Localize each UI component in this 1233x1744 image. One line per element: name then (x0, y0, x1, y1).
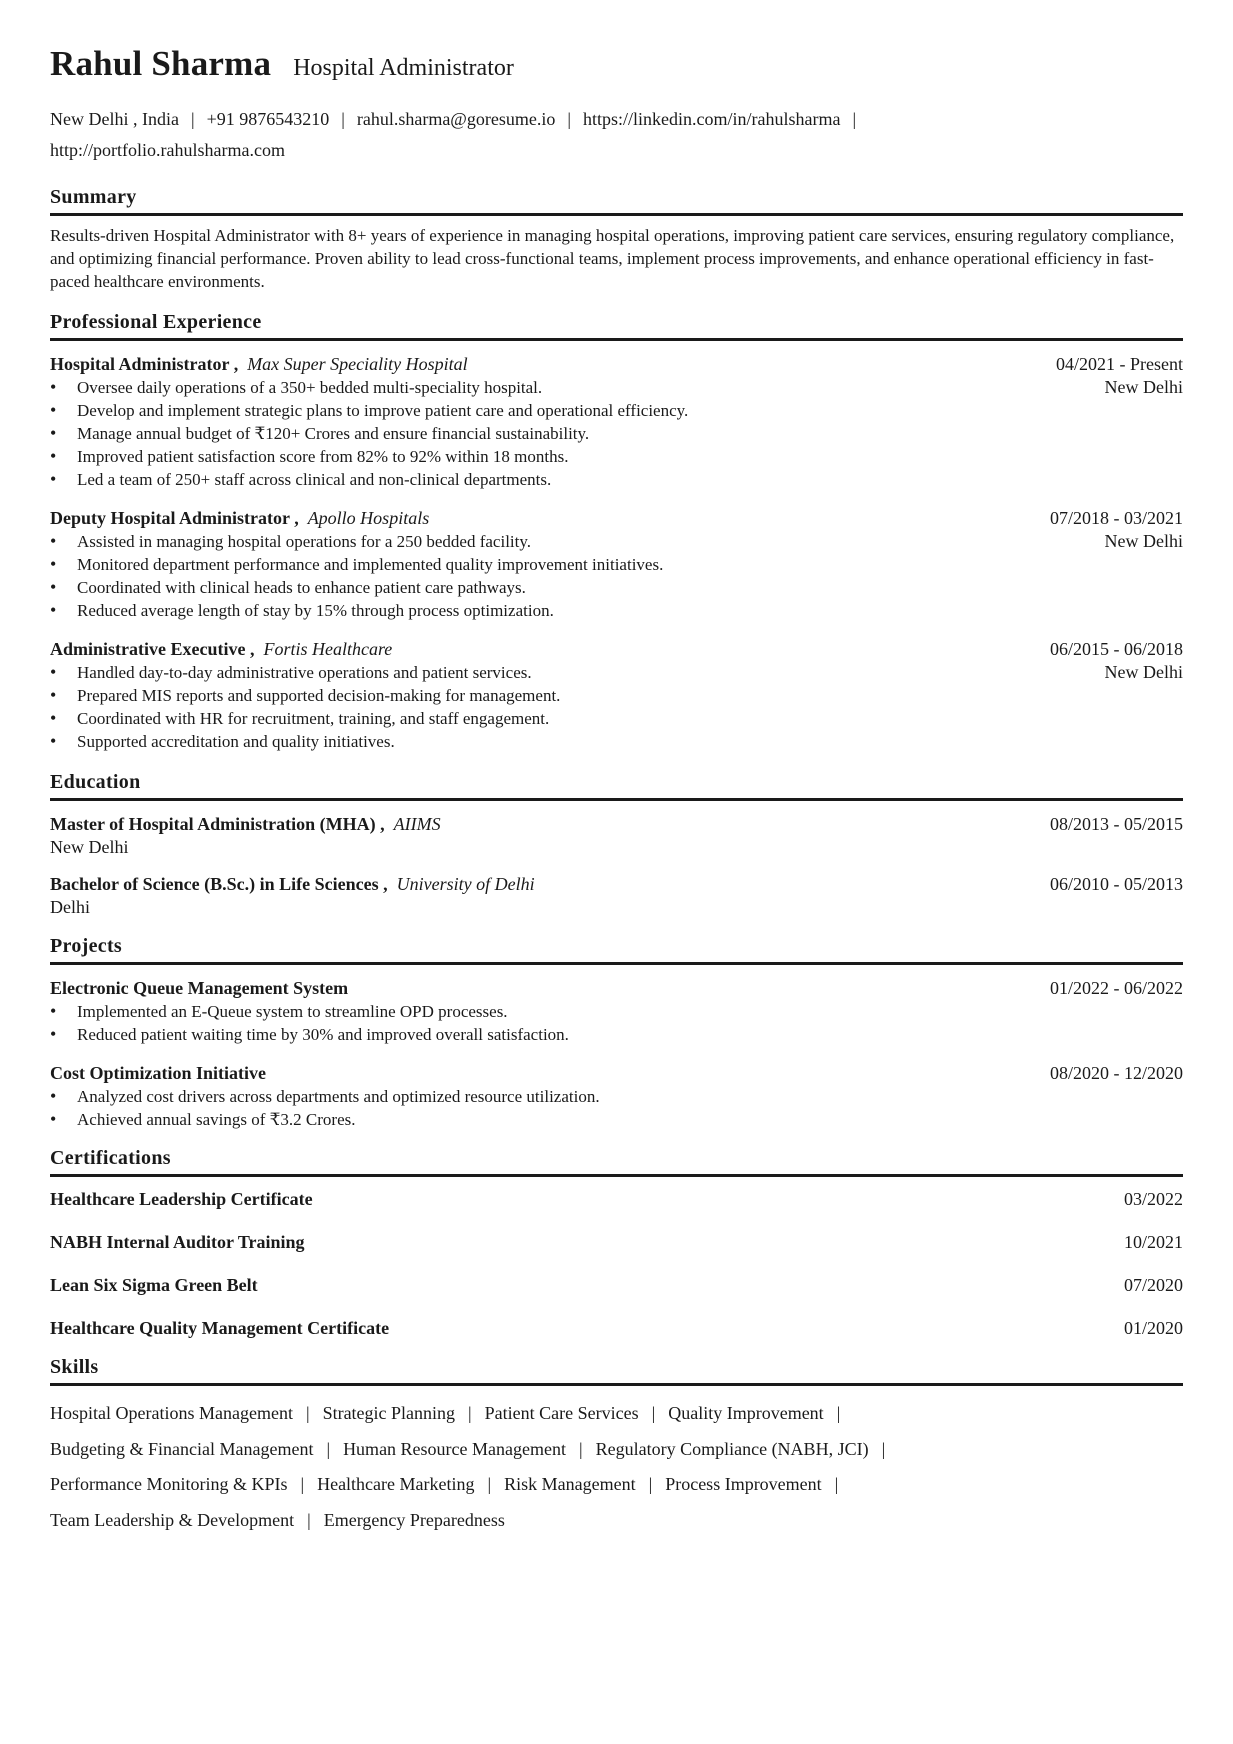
separator: | (341, 109, 345, 129)
job-location: New Delhi (1104, 662, 1183, 682)
skill-item: Patient Care Services (484, 1403, 639, 1423)
school-name: AIIMS (393, 814, 441, 834)
skill-item: Human Resource Management (343, 1438, 566, 1459)
summary-text: Results-driven Hospital Administrator with 8+ years of experience in managing hospital operations, improving patient care services, ensuring regulatory compliance, and optimizing financial performance. Proven ability to lead cross-functional teams, implement process improvements, and enhance operational efficiency in fast-paced healthcare environments. (50, 226, 1175, 291)
certification-entry (50, 1273, 1183, 1297)
list-item: • Improved patient satisfaction score from 82% to 92% within 18 months. (50, 445, 688, 468)
education-entry: Bachelor of Science (B.Sc.) in Life Sciences , University of Delhi 06/2010 - 05/2013 Delhi (50, 874, 1183, 917)
section-title: Skills (50, 1356, 1183, 1386)
skills-list (50, 1396, 1183, 1538)
skill-item: Healthcare Marketing (317, 1474, 475, 1494)
job-role: Hospital Administrator (50, 354, 230, 374)
education-location: New Delhi (50, 837, 129, 857)
list-item: • Led a team of 250+ staff across clinical and non-clinical departments. (50, 468, 688, 491)
section-title: Education (50, 771, 1183, 801)
certification-name: Healthcare Leadership Certificate (50, 1189, 313, 1209)
list-item: • Analyzed cost drivers across departments and optimized resource utilization. (50, 1085, 1183, 1108)
job-dates: 07/2018 - 03/2021 (1050, 508, 1183, 528)
skill-item: Performance Monitoring & KPIs (50, 1474, 288, 1494)
experience-entry: Deputy Hospital Administrator , Apollo Hospitals 07/2018 - 03/2021 • Assisted in managing hospital operations for a 250 bedded facility. • Monitored department performance and implemented quality improvement initiatives. • Coordinated with clinical heads to enhance patient care pathways. • Reduced average length of stay by 15% through process optimization. New Delhi (50, 507, 1183, 622)
certification-date: 03/2022 (1123, 1189, 1183, 1209)
list-item: • Implemented an E-Queue system to streamline OPD processes. (50, 1000, 1183, 1023)
project-entry (50, 1062, 1183, 1131)
list-item: • Reduced patient waiting time by 30% and improved overall satisfaction. (50, 1023, 1183, 1046)
job-bullets (50, 661, 560, 753)
certification-date: 07/2020 (1123, 1275, 1183, 1295)
list-item: • Manage annual budget of ₹120+ Crores and ensure financial sustainability. (50, 422, 688, 445)
job-org: Fortis Healthcare (263, 639, 393, 659)
skills-section (50, 1356, 1183, 1538)
candidate-name: Rahul Sharma (50, 44, 272, 83)
skill-item: Process Improvement (665, 1474, 822, 1494)
job-dates: 06/2015 - 06/2018 (1050, 639, 1183, 659)
certification-name: Healthcare Quality Management Certificate (50, 1318, 390, 1338)
skill-item: Strategic Planning (322, 1403, 456, 1423)
education-dates: 08/2013 - 05/2015 (1050, 814, 1183, 834)
job-bullets (50, 530, 663, 622)
education-location: Delhi (50, 897, 90, 917)
job-bullets (50, 376, 688, 491)
list-item: • Reduced average length of stay by 15% through process optimization. (50, 599, 663, 622)
skill-item: Emergency Preparedness (323, 1509, 505, 1530)
skills-line: Performance Monitoring & KPIs | Healthcare Marketing | Risk Management | Process Improvement | (50, 1474, 839, 1494)
contact-location: New Delhi , India (50, 109, 179, 129)
job-location: New Delhi (1104, 377, 1183, 397)
section-title: Professional Experience (50, 311, 1183, 341)
job-role: Deputy Hospital Administrator (50, 508, 290, 528)
section-title: Summary (50, 186, 1183, 216)
skill-item: Risk Management (504, 1474, 636, 1494)
project-bullets (50, 1000, 1183, 1046)
job-org: Max Super Speciality Hospital (247, 354, 468, 374)
experience-entry: Administrative Executive , Fortis Healthcare 06/2015 - 06/2018 • Handled day-to-day administrative operations and patient services. • Prepared MIS reports and supported decision-making for management. • Coordinated with HR for recruitment, training, and staff engagement. • Supported accreditation and quality initiatives. New Delhi (50, 638, 1183, 753)
list-item: • Supported accreditation and quality initiatives. (50, 730, 560, 753)
list-item: • Develop and implement strategic plans to improve patient care and operational efficiency. (50, 399, 688, 422)
skill-item: Team Leadership & Development (50, 1509, 295, 1530)
projects-section (50, 935, 1183, 1131)
skill-item: Hospital Operations Management (50, 1403, 293, 1423)
list-item: • Coordinated with clinical heads to enhance patient care pathways. (50, 576, 663, 599)
section-title: Certifications (50, 1147, 1183, 1177)
list-item: • Assisted in managing hospital operations for a 250 bedded facility. (50, 530, 663, 553)
skills-line: Team Leadership & Development | Emergency Preparedness (50, 1509, 505, 1530)
candidate-title: Hospital Administrator (293, 55, 514, 81)
list-item: • Achieved annual savings of ₹3.2 Crores. (50, 1108, 1183, 1131)
experience-section (50, 311, 1183, 753)
project-dates: 08/2020 - 12/2020 (1050, 1063, 1183, 1083)
education-dates: 06/2010 - 05/2013 (1050, 874, 1183, 894)
certifications-list (50, 1187, 1183, 1340)
project-entry (50, 977, 1183, 1046)
education-entry: Master of Hospital Administration (MHA) , AIIMS 08/2013 - 05/2015 New Delhi (50, 814, 1183, 857)
contact-email[interactable]: rahul.sharma@goresume.io (356, 109, 556, 129)
contact-phone: +91 9876543210 (206, 109, 330, 129)
list-item: • Coordinated with HR for recruitment, training, and staff engagement. (50, 707, 560, 730)
certification-entry (50, 1316, 1183, 1340)
certifications-section (50, 1147, 1183, 1340)
skill-item: Budgeting & Financial Management (50, 1438, 314, 1459)
list-item: • Oversee daily operations of a 350+ bedded multi-speciality hospital. (50, 376, 688, 399)
certification-date: 01/2020 (1123, 1318, 1183, 1338)
skill-item: Regulatory Compliance (NABH, JCI) (595, 1438, 869, 1459)
project-bullets (50, 1085, 1183, 1131)
list-item: • Monitored department performance and implemented quality improvement initiatives. (50, 553, 663, 576)
degree-name: Bachelor of Science (B.Sc.) in Life Sciences (50, 874, 379, 894)
contact-portfolio[interactable]: http://portfolio.rahulsharma.com (50, 140, 285, 160)
certification-date: 10/2021 (1123, 1232, 1183, 1252)
job-role: Administrative Executive (50, 639, 246, 659)
experience-entry: Hospital Administrator , Max Super Speciality Hospital 04/2021 - Present • Oversee daily operations of a 350+ bedded multi-speciality hospital. • Develop and implement strategic plans to improve patient care and operational efficiency. • Manage annual budget of ₹120+ Crores and ensure financial sustainability. • Improved patient satisfaction score from 82% to 92% within 18 months. • Led a team of 250+ staff across clinical and non-clinical departments. New Delhi (50, 353, 1183, 491)
resume-header (50, 44, 1183, 84)
job-org: Apollo Hospitals (307, 508, 430, 528)
separator: | (852, 109, 857, 129)
degree-name: Master of Hospital Administration (MHA) (50, 814, 376, 834)
summary-section (50, 186, 1183, 293)
certification-name: NABH Internal Auditor Training (50, 1232, 305, 1252)
job-dates: 04/2021 - Present (1056, 354, 1183, 374)
project-name: Electronic Queue Management System (50, 978, 349, 998)
skill-item: Quality Improvement (668, 1403, 824, 1423)
contact-info (50, 104, 1183, 166)
skills-line: Hospital Operations Management | Strategic Planning | Patient Care Services | Quality Improvement | (50, 1403, 841, 1423)
job-location: New Delhi (1104, 531, 1183, 551)
list-item: • Prepared MIS reports and supported decision-making for management. (50, 684, 560, 707)
list-item: • Handled day-to-day administrative operations and patient services. (50, 661, 560, 684)
contact-linkedin[interactable]: https://linkedin.com/in/rahulsharma (582, 109, 841, 129)
school-name: University of Delhi (396, 874, 535, 894)
project-name: Cost Optimization Initiative (50, 1063, 266, 1083)
certification-entry (50, 1187, 1183, 1211)
certification-name: Lean Six Sigma Green Belt (50, 1275, 258, 1295)
section-title: Projects (50, 935, 1183, 965)
certification-entry (50, 1230, 1183, 1254)
skills-line: Budgeting & Financial Management | Human Resource Management | Regulatory Compliance (NABH, JCI) | (50, 1438, 886, 1459)
separator: | (567, 109, 571, 129)
project-dates: 01/2022 - 06/2022 (1050, 978, 1183, 998)
education-section (50, 771, 1183, 919)
separator: | (190, 109, 195, 129)
